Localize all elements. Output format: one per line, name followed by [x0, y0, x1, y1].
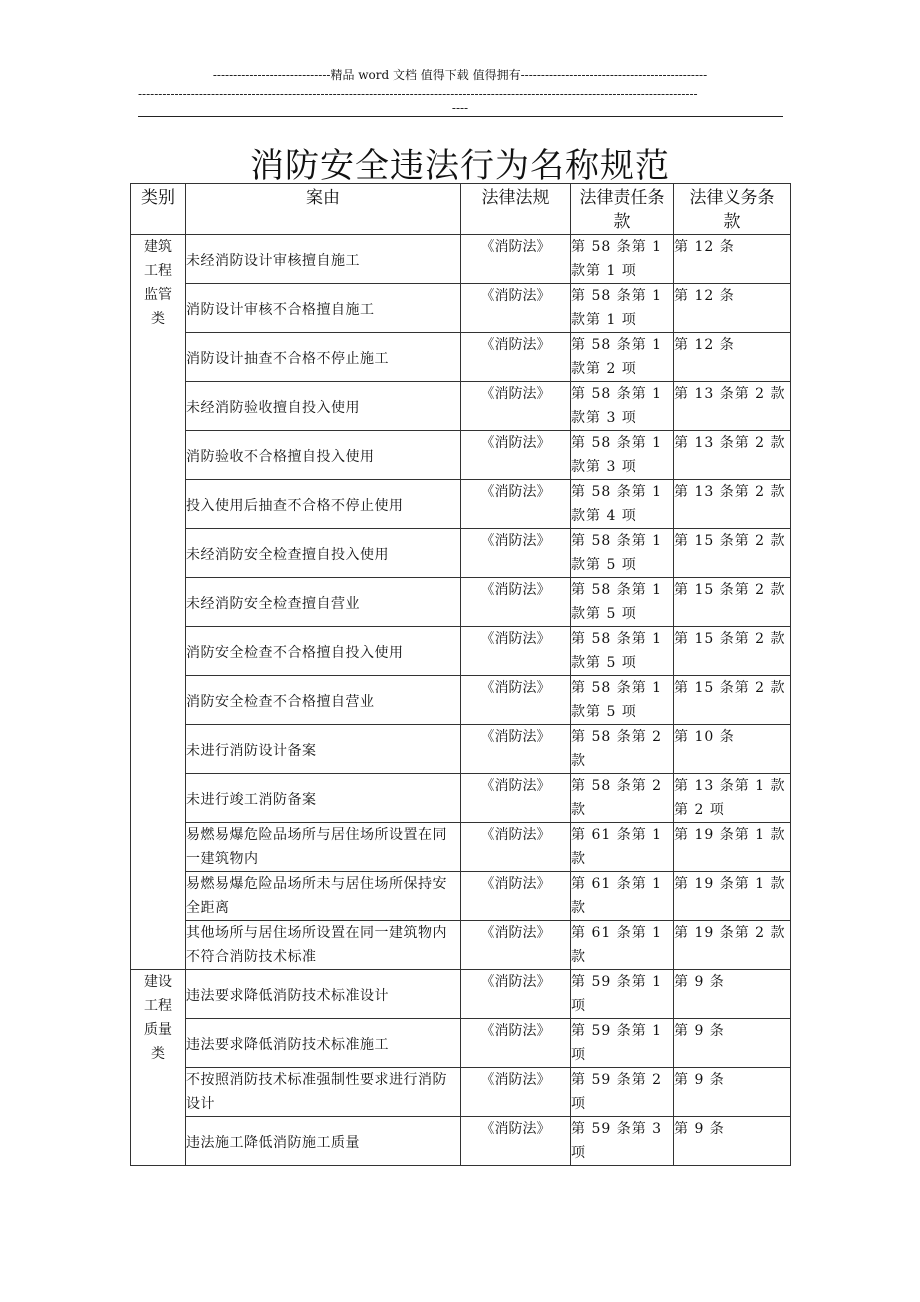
case-cell: 未经消防安全检查擅自营业 [186, 578, 461, 627]
law-cell: 《消防法》 [461, 774, 571, 823]
liability-cell: 第 61 条第 1 款 [571, 921, 674, 970]
law-cell: 《消防法》 [461, 1117, 571, 1166]
category-label: 建筑工程监管类 [144, 239, 172, 327]
law-cell: 《消防法》 [461, 382, 571, 431]
case-cell: 未经消防安全检查擅自投入使用 [186, 529, 461, 578]
liability-cell: 第 58 条第 1 款第 5 项 [571, 627, 674, 676]
header-dashes-line: -----------------------------精品 word 文档 值得下载 值得拥有---------------------------------------------- [212, 68, 708, 82]
obligation-cell: 第 13 条第 2 款 [674, 480, 791, 529]
law-cell: 《消防法》 [461, 970, 571, 1019]
table-row [131, 1117, 791, 1166]
obligation-cell: 第 15 条第 2 款 [674, 676, 791, 725]
obligation-cell: 第 12 条 [674, 235, 791, 284]
category-cell [131, 970, 186, 1166]
liability-cell: 第 59 条第 1 项 [571, 1019, 674, 1068]
liability-cell: 第 58 条第 1 款第 5 项 [571, 676, 674, 725]
liability-cell: 第 58 条第 2 款 [571, 725, 674, 774]
law-cell: 《消防法》 [461, 1019, 571, 1068]
category-label: 建设工程质量类 [144, 974, 172, 1062]
obligation-cell: 第 10 条 [674, 725, 791, 774]
table-row [131, 578, 791, 627]
obligation-cell: 第 13 条第 2 款 [674, 382, 791, 431]
obligation-cell: 第 15 条第 2 款 [674, 578, 791, 627]
header-dashes-line-2: ------------------------------------------------------------------------------------------------------------------------------------------ [138, 87, 698, 101]
case-cell: 违法要求降低消防技术标准设计 [186, 970, 461, 1019]
header-rule [138, 116, 783, 117]
table-row [131, 774, 791, 823]
case-cell: 易燃易爆危险品场所未与居住场所保持安全距离 [186, 872, 461, 921]
liability-cell: 第 58 条第 1 款第 3 项 [571, 431, 674, 480]
liability-cell: 第 58 条第 1 款第 2 项 [571, 333, 674, 382]
law-cell: 《消防法》 [461, 823, 571, 872]
table-row [131, 382, 791, 431]
liability-cell: 第 58 条第 1 款第 4 项 [571, 480, 674, 529]
obligation-cell: 第 19 条第 1 款 [674, 823, 791, 872]
obligation-cell: 第 9 条 [674, 970, 791, 1019]
law-cell: 《消防法》 [461, 676, 571, 725]
case-cell: 易燃易爆危险品场所与居住场所设置在同一建筑物内 [186, 823, 461, 872]
law-cell: 《消防法》 [461, 431, 571, 480]
obligation-cell: 第 15 条第 2 款 [674, 529, 791, 578]
table-row [131, 676, 791, 725]
liability-cell: 第 58 条第 1 款第 1 项 [571, 235, 674, 284]
law-cell: 《消防法》 [461, 725, 571, 774]
liability-cell: 第 58 条第 2 款 [571, 774, 674, 823]
obligation-cell: 第 9 条 [674, 1117, 791, 1166]
table-row [131, 431, 791, 480]
table-row [131, 627, 791, 676]
table-row [131, 235, 791, 284]
liability-cell: 第 58 条第 1 款第 5 项 [571, 529, 674, 578]
case-cell: 消防安全检查不合格擅自投入使用 [186, 627, 461, 676]
column-header-category: 类别 [131, 184, 186, 235]
table-row [131, 1019, 791, 1068]
case-cell: 消防安全检查不合格擅自营业 [186, 676, 461, 725]
law-cell: 《消防法》 [461, 1068, 571, 1117]
table-row [131, 529, 791, 578]
case-cell: 违法施工降低消防施工质量 [186, 1117, 461, 1166]
liability-cell: 第 59 条第 3 项 [571, 1117, 674, 1166]
law-cell: 《消防法》 [461, 333, 571, 382]
document-title: 消防安全违法行为名称规范 [250, 146, 670, 186]
table-row [131, 284, 791, 333]
law-cell: 《消防法》 [461, 529, 571, 578]
case-cell: 未进行竣工消防备案 [186, 774, 461, 823]
table-row [131, 872, 791, 921]
case-cell: 违法要求降低消防技术标准施工 [186, 1019, 461, 1068]
table-row [131, 1068, 791, 1117]
case-cell: 消防设计抽查不合格不停止施工 [186, 333, 461, 382]
case-cell: 未经消防验收擅自投入使用 [186, 382, 461, 431]
obligation-cell: 第 13 条第 1 款第 2 项 [674, 774, 791, 823]
liability-cell: 第 59 条第 1 项 [571, 970, 674, 1019]
law-cell: 《消防法》 [461, 480, 571, 529]
law-cell: 《消防法》 [461, 627, 571, 676]
law-cell: 《消防法》 [461, 578, 571, 627]
liability-cell: 第 61 条第 1 款 [571, 823, 674, 872]
law-cell: 《消防法》 [461, 921, 571, 970]
table-row [131, 333, 791, 382]
table-row [131, 823, 791, 872]
column-header-liability: 法律责任条款 [571, 184, 674, 235]
table-row [131, 970, 791, 1019]
case-cell: 消防设计审核不合格擅自施工 [186, 284, 461, 333]
table-row [131, 480, 791, 529]
header-dashes-line-3: ---- [451, 101, 469, 115]
obligation-cell: 第 12 条 [674, 333, 791, 382]
case-cell: 未进行消防设计备案 [186, 725, 461, 774]
liability-cell: 第 61 条第 1 款 [571, 872, 674, 921]
obligation-cell: 第 19 条第 2 款 [674, 921, 791, 970]
violations-table [130, 183, 791, 1166]
liability-cell: 第 58 条第 1 款第 1 项 [571, 284, 674, 333]
table-row [131, 725, 791, 774]
category-cell [131, 235, 186, 970]
case-cell: 不按照消防技术标准强制性要求进行消防设计 [186, 1068, 461, 1117]
obligation-cell: 第 12 条 [674, 284, 791, 333]
case-cell: 消防验收不合格擅自投入使用 [186, 431, 461, 480]
obligation-cell: 第 9 条 [674, 1068, 791, 1117]
column-header-case: 案由 [186, 184, 461, 235]
law-cell: 《消防法》 [461, 872, 571, 921]
column-header-obligation: 法律义务条款 [674, 184, 791, 235]
obligation-cell: 第 19 条第 1 款 [674, 872, 791, 921]
obligation-cell: 第 9 条 [674, 1019, 791, 1068]
liability-cell: 第 58 条第 1 款第 5 项 [571, 578, 674, 627]
case-cell: 其他场所与居住场所设置在同一建筑物内不符合消防技术标准 [186, 921, 461, 970]
table-header-row [131, 184, 791, 235]
obligation-cell: 第 13 条第 2 款 [674, 431, 791, 480]
table-row [131, 921, 791, 970]
liability-cell: 第 59 条第 2 项 [571, 1068, 674, 1117]
table-body [131, 235, 791, 1166]
column-header-law: 法律法规 [461, 184, 571, 235]
case-cell: 未经消防设计审核擅自施工 [186, 235, 461, 284]
case-cell: 投入使用后抽查不合格不停止使用 [186, 480, 461, 529]
law-cell: 《消防法》 [461, 284, 571, 333]
law-cell: 《消防法》 [461, 235, 571, 284]
liability-cell: 第 58 条第 1 款第 3 项 [571, 382, 674, 431]
obligation-cell: 第 15 条第 2 款 [674, 627, 791, 676]
